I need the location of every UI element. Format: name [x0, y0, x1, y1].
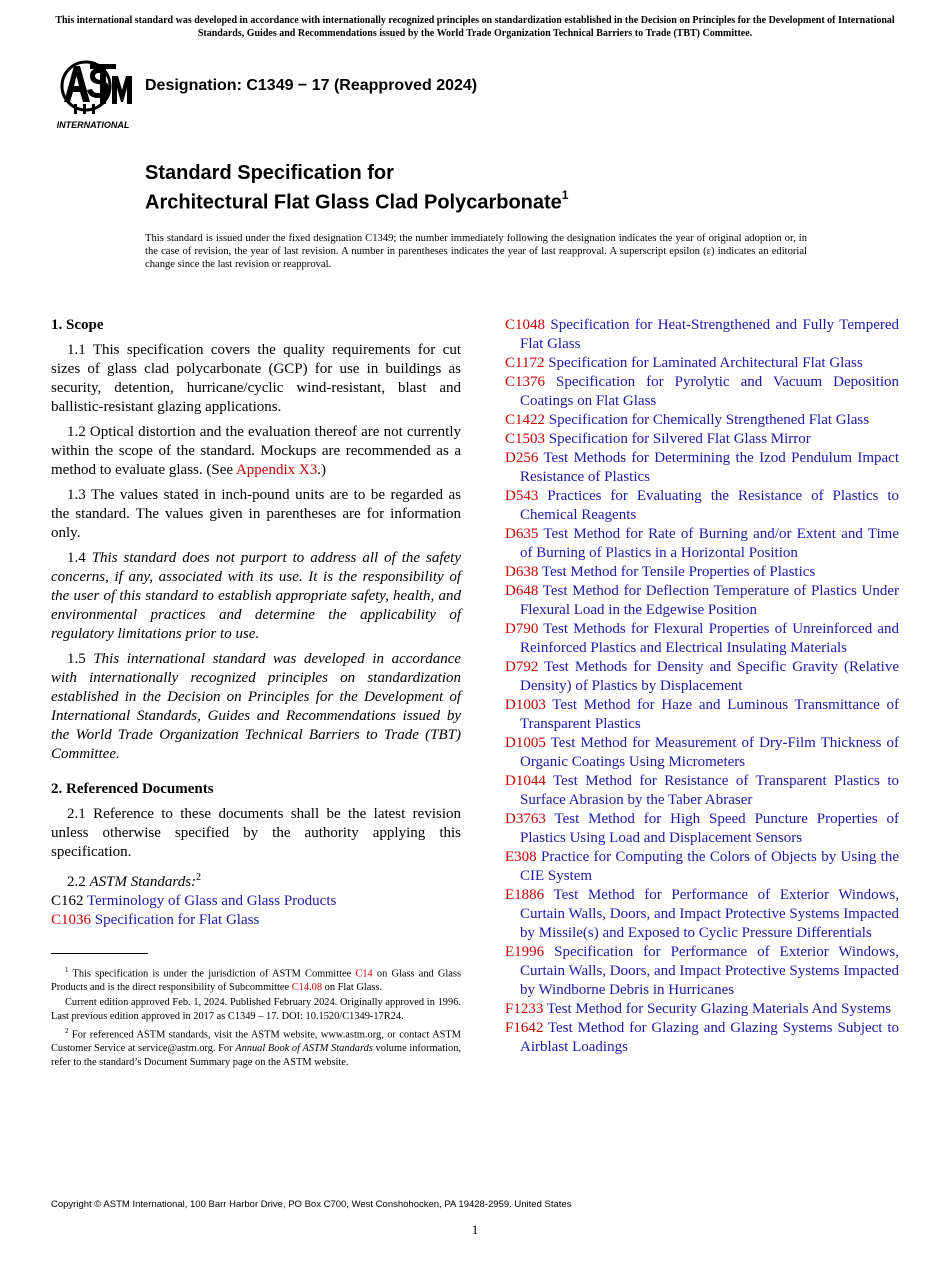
reference-code-link[interactable]: C1376 — [505, 374, 546, 390]
reference-title-link[interactable]: Test Method for Haze and Luminous Transmittance of Transparent Plastics — [520, 697, 899, 732]
reference-title-link[interactable]: Test Methods for Determining the Izod Pendulum Impact Resistance of Plastics — [520, 450, 899, 485]
reference-title-link[interactable]: Specification for Laminated Architectural Flat Glass — [548, 355, 863, 371]
reference-title-link[interactable]: Specification for Pyrolytic and Vacuum Deposition Coatings on Flat Glass — [520, 374, 899, 409]
reference-title-link[interactable]: Specification for Heat-Strengthened and Fully Tempered Flat Glass — [520, 317, 900, 352]
reference-code-link[interactable]: D1005 — [505, 735, 546, 751]
reference-title-link[interactable]: Test Method for Measurement of Dry-Film Thickness of Organic Coatings Using Micrometers — [520, 735, 899, 770]
reference-title-link[interactable]: Test Method for Tensile Properties of Plastics — [541, 564, 816, 580]
reference-item — [51, 911, 461, 930]
designation: Designation: C1349 − 17 (Reapproved 2024) — [145, 77, 478, 94]
scope-paragraph-1-5: 1.5 This international standard was developed in accordance with internationally recognized principles on standardization established in the Decision on Principles for the Development of International Standards, Guides and Recommendations issued by the World Trade Organization Technical Barriers to Trade (TBT) Committee. — [51, 651, 462, 762]
reference-code-link[interactable]: C1422 — [505, 412, 546, 428]
reference-item — [505, 696, 899, 734]
reference-code-link[interactable]: F1642 — [505, 1020, 544, 1036]
reference-item — [505, 810, 899, 848]
reference-item — [505, 449, 899, 487]
reference-code-link[interactable]: E1996 — [505, 944, 545, 960]
reference-code-link[interactable]: C1036 — [51, 912, 92, 928]
reference-item — [505, 316, 899, 354]
reference-title-link[interactable]: Test Method for Performance of Exterior Windows, Curtain Walls, Doors, and Impact Protective Systems Impacted by Missile(s) and Exposed to Cyclic Pressure Differentials — [520, 887, 899, 941]
reference-item — [505, 1000, 899, 1019]
reference-title-link[interactable]: Specification for Flat Glass — [94, 912, 260, 928]
reference-item — [505, 848, 899, 886]
reference-title-link[interactable]: Test Method for Resistance of Transparent Plastics to Surface Abrasion by the Taber Abraser — [520, 773, 899, 808]
reference-title-link[interactable]: Terminology of Glass and Glass Products — [87, 893, 337, 909]
reference-code-link[interactable]: D648 — [505, 583, 539, 599]
reference-code-link[interactable]: F1233 — [505, 1001, 544, 1017]
referenced-documents-heading: 2. Referenced Documents — [51, 781, 214, 797]
reference-item — [505, 525, 899, 563]
reference-item — [505, 1019, 899, 1057]
reference-code-link[interactable]: D790 — [505, 621, 539, 637]
reference-item — [505, 772, 899, 810]
reference-item — [505, 886, 899, 943]
reference-title-link[interactable]: Specification for Performance of Exterior Windows, Curtain Walls, Doors, and Impact Protective Systems Impacted by Windborne Debris in Hurricanes — [520, 944, 900, 998]
committee-c14-link[interactable]: C14 — [355, 968, 373, 980]
left-column — [51, 316, 461, 930]
reference-code-link[interactable]: C1503 — [505, 431, 546, 447]
astm-logo — [52, 56, 134, 137]
reference-code-link[interactable]: D635 — [505, 526, 539, 542]
footnote-divider — [51, 953, 148, 954]
reference-item — [51, 892, 461, 911]
reference-item — [505, 563, 899, 582]
reference-code-link[interactable]: E308 — [505, 849, 537, 865]
reference-code-link[interactable]: D638 — [505, 564, 539, 580]
reference-code-link[interactable]: D543 — [505, 488, 539, 504]
reference-code-link[interactable]: D3763 — [505, 811, 546, 827]
reference-item — [505, 658, 899, 696]
reference-title-link[interactable]: Test Method for High Speed Puncture Properties of Plastics Using Load and Displacement Sensors — [520, 811, 899, 846]
issuance-statement: This standard is issued under the fixed designation C1349; the number immediately following the designation indicates the year of original adoption or, in the case of revision, the year of last revision. A number in parentheses indicates the year of last reapproval. A superscript epsilon (ε) indicates an editorial change since the last revision or reapproval. — [145, 233, 807, 270]
refdocs-paragraph-2-1: 2.1 Reference to these documents shall be the latest revision unless otherwise specified by the authority applying this specification. — [51, 806, 461, 860]
reference-code-link[interactable]: D792 — [505, 659, 539, 675]
scope-paragraph-1-4: 1.4 This standard does not purport to address all of the safety concerns, if any, associated with its use. It is the responsibility of the user of this standard to establish appropriate safety, health, and environmental practices and determine the applicability of regulatory limitations prior to use. — [51, 550, 462, 642]
standardization-notice: This international standard was developed in accordance with internationally recognized principles on standardization established in the Decision on Principles for the Development of International Standards, Guides and Recommendations issued by the World Trade Organization Technical Barriers to Trade (TBT) Committee. — [55, 15, 895, 39]
logo-text: INTERNATIONAL — [56, 120, 130, 130]
footnote-1: $^1$ This specification is under the jurisdiction of ASTM Committee C14 on Glass and Glass Products and is the direct responsibility of Subcommittee C14.08 on Flat Glass. — [51, 966, 462, 993]
reference-item — [505, 354, 899, 373]
scope-paragraph-1-3: 1.3 The values stated in inch-pound units are to be regarded as the standard. The values given in parentheses are for information only. — [51, 487, 461, 541]
scope-heading: 1. Scope — [51, 317, 104, 333]
reference-code-link[interactable]: D1044 — [505, 773, 546, 789]
reference-item — [505, 582, 899, 620]
reference-item — [505, 620, 899, 658]
reference-title-link[interactable]: Test Method for Security Glazing Materials And Systems — [546, 1001, 892, 1017]
astm-logo-icon — [52, 56, 134, 132]
reference-item — [505, 430, 899, 449]
title-line-2: Architectural Flat Glass Clad Polycarbonate — [145, 191, 562, 214]
scope-paragraph-1-1: 1.1 This specification covers the quality requirements for cut sizes of glass clad polycarbonate (GCP) for use in buildings as security, detention, hurricane/cyclic wind-resistant, blast and ballistic-resistant glazing applications. — [51, 342, 461, 415]
reference-code-link[interactable]: D1003 — [505, 697, 546, 713]
reference-title-link[interactable]: Specification for Silvered Flat Glass Mirror — [548, 431, 811, 447]
reference-item — [505, 373, 899, 411]
reference-code-link[interactable]: C1172 — [505, 355, 545, 371]
right-column — [505, 316, 899, 1057]
reference-code: C162 — [51, 893, 84, 909]
reference-item — [505, 411, 899, 430]
reference-item — [505, 943, 899, 1000]
reference-title-link[interactable]: Test Method for Deflection Temperature of Plastics Under Flexural Load in the Edgewise Position — [520, 583, 899, 618]
reference-item — [505, 734, 899, 772]
reference-code-link[interactable]: D256 — [505, 450, 539, 466]
reference-title-link[interactable]: Test Methods for Flexural Properties of Unreinforced and Reinforced Plastics and Electrical Insulating Materials — [520, 621, 900, 656]
reference-item — [505, 487, 899, 525]
footnote-edition: Current edition approved Feb. 1, 2024. Published February 2024. Originally approved in 1996. Last previous edition approved in 2017 as C1349 – 17. DOI: 10.1520/C1349-17R24. — [51, 997, 461, 1022]
reference-title-link[interactable]: Test Methods for Density and Specific Gravity (Relative Density) of Plastics by Displacement — [520, 659, 899, 694]
footnotes — [51, 964, 461, 1071]
refdocs-paragraph-2-2: 2.2 ASTM Standards:$^2$ — [67, 872, 202, 890]
reference-title-link[interactable]: Practices for Evaluating the Resistance of Plastics to Chemical Reagents — [520, 488, 899, 523]
scope-paragraph-1-2: 1.2 Optical distortion and the evaluation thereof are not currently within the scope of the standard. Mockups are recommended as a method to evaluate glass. (See Appendix X3.) — [51, 424, 461, 478]
reference-title-link[interactable]: Practice for Computing the Colors of Objects by Using the CIE System — [520, 849, 900, 884]
reference-code-link[interactable]: C1048 — [505, 317, 546, 333]
reference-title-link[interactable]: Test Method for Rate of Burning and/or Extent and Time of Burning of Plastics in a Horizontal Position — [520, 526, 899, 561]
copyright-notice: Copyright © ASTM International, 100 Barr Harbor Drive, PO Box C700, West Conshohocken, PA 19428-2959. United States — [51, 1199, 572, 1210]
reference-code-link[interactable]: E1886 — [505, 887, 545, 903]
appendix-x3-link[interactable]: Appendix X3 — [235, 462, 318, 478]
document-title — [145, 161, 568, 215]
title-line-1: Standard Specification for — [145, 162, 394, 184]
reference-title-link[interactable]: Specification for Chemically Strengthened Flat Glass — [548, 412, 870, 428]
page-number: 1 — [471, 1222, 479, 1237]
title-footnote-mark[interactable]: 1 — [561, 188, 569, 202]
subcommittee-c14-08-link[interactable]: C14.08 — [291, 981, 323, 993]
reference-title-link[interactable]: Test Method for Glazing and Glazing Systems Subject to Airblast Loadings — [520, 1020, 899, 1055]
footnote-2: $^2$ For referenced ASTM standards, visit the ASTM website, www.astm.org, or contact ASTM Customer Service at service@astm.org. For Annual Book of ASTM Standards volume information, refer to the standard’s Document Summary page on the ASTM website. — [51, 1027, 461, 1068]
